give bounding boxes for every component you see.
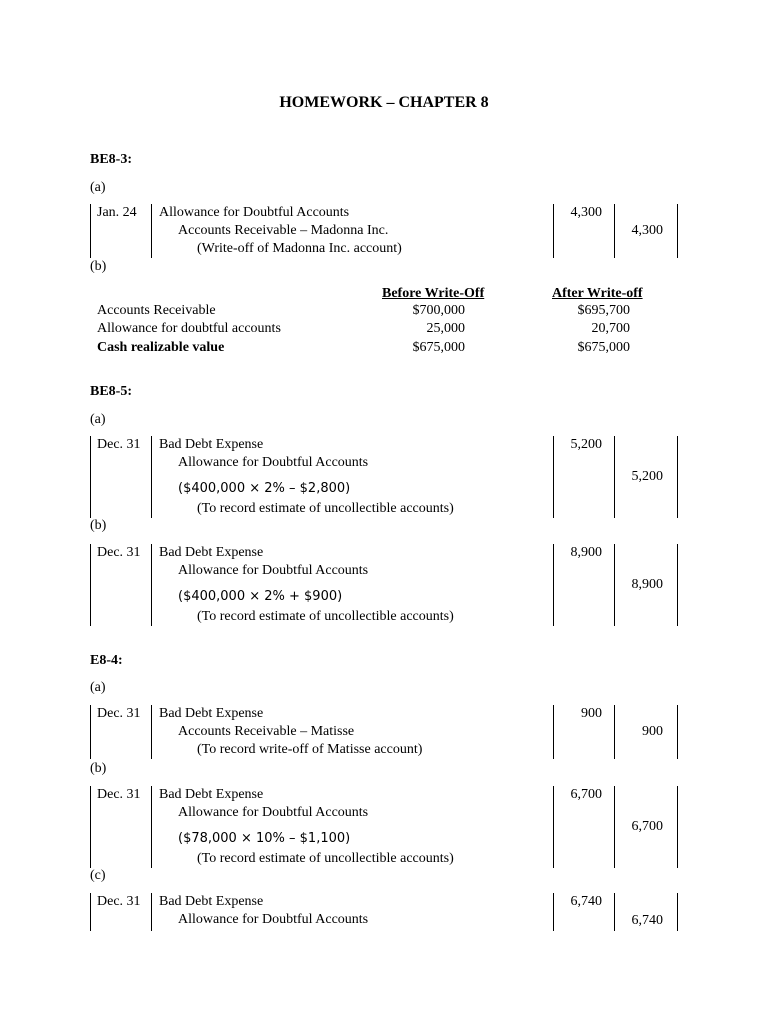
entry-date: Dec. 31 (97, 894, 141, 909)
part-label: (a) (90, 412, 106, 427)
entry-explanation: (To record estimate of uncollectible accounts) (197, 609, 454, 624)
table-row-label: Allowance for doubtful accounts (97, 321, 281, 336)
column-rule (90, 204, 91, 258)
journal-entry-be8-3-a (90, 204, 678, 258)
table-cell-before: 25,000 (426, 321, 465, 336)
column-rule (151, 544, 152, 626)
debit-account: Bad Debt Expense (159, 894, 264, 909)
debit-amount: 5,200 (570, 437, 602, 452)
table-cell-after: 20,700 (591, 321, 630, 336)
debit-amount: 8,900 (570, 545, 602, 560)
entry-date: Dec. 31 (97, 706, 141, 721)
part-label: (a) (90, 680, 106, 695)
table-cell-after: $675,000 (577, 340, 630, 355)
table-cell-after: $695,700 (577, 303, 630, 318)
page-title: HOMEWORK – CHAPTER 8 (279, 94, 489, 111)
column-rule (90, 893, 91, 931)
column-rule (90, 544, 91, 626)
entry-date: Jan. 24 (97, 205, 137, 220)
debit-amount: 6,740 (570, 894, 602, 909)
column-rule (677, 544, 678, 626)
part-label: (b) (90, 518, 107, 533)
debit-account: Bad Debt Expense (159, 787, 264, 802)
table-cell-before: $700,000 (412, 303, 465, 318)
debit-account: Bad Debt Expense (159, 437, 264, 452)
credit-account: Allowance for Doubtful Accounts (178, 563, 369, 578)
credit-amount: 8,900 (631, 577, 663, 592)
debit-amount: 4,300 (570, 205, 602, 220)
column-rule (677, 705, 678, 759)
credit-amount: 6,740 (631, 913, 663, 928)
debit-account: Bad Debt Expense (159, 706, 264, 721)
column-rule (151, 705, 152, 759)
journal-entry-e8-4-a (90, 705, 678, 759)
entry-explanation: (To record estimate of uncollectible accounts) (197, 501, 454, 516)
part-label: (b) (90, 259, 107, 274)
column-rule (677, 786, 678, 868)
calculation-formula: ($400,000 × 2% + $900) (178, 589, 343, 604)
journal-entry-e8-4-c (90, 893, 678, 931)
part-label: (a) (90, 180, 106, 195)
credit-amount: 6,700 (631, 819, 663, 834)
column-rule (677, 436, 678, 518)
column-header-before: Before Write-Off (382, 286, 485, 301)
entry-date: Dec. 31 (97, 545, 141, 560)
part-label: (c) (90, 868, 106, 883)
debit-amount: 900 (581, 706, 602, 721)
calculation-formula: ($400,000 × 2% – $2,800) (178, 481, 351, 496)
credit-account: Accounts Receivable – Madonna Inc. (178, 223, 389, 238)
section-heading-be8-3: BE8-3: (90, 152, 132, 167)
table-row-label: Cash realizable value (97, 340, 225, 355)
column-rule (90, 436, 91, 518)
credit-account: Accounts Receivable – Matisse (178, 724, 355, 739)
table-row-label: Accounts Receivable (97, 303, 216, 318)
section-heading-be8-5: BE8-5: (90, 384, 132, 399)
debit-account: Allowance for Doubtful Accounts (159, 205, 350, 220)
column-rule (90, 786, 91, 868)
column-rule (677, 204, 678, 258)
credit-amount: 5,200 (631, 469, 663, 484)
entry-explanation: (To record write-off of Matisse account) (197, 742, 423, 757)
debit-amount: 6,700 (570, 787, 602, 802)
column-rule (677, 893, 678, 931)
credit-amount: 900 (642, 724, 663, 739)
table-cell-before: $675,000 (412, 340, 465, 355)
journal-entry-be8-5-b (90, 544, 678, 626)
column-rule (151, 893, 152, 931)
part-label: (b) (90, 761, 107, 776)
entry-explanation: (To record estimate of uncollectible accounts) (197, 851, 454, 866)
entry-date: Dec. 31 (97, 437, 141, 452)
column-rule (151, 786, 152, 868)
entry-date: Dec. 31 (97, 787, 141, 802)
credit-account: Allowance for Doubtful Accounts (178, 455, 369, 470)
section-heading-e8-4: E8-4: (90, 653, 123, 668)
column-header-after: After Write-off (552, 286, 643, 301)
calculation-formula: ($78,000 × 10% – $1,100) (178, 831, 351, 846)
credit-account: Allowance for Doubtful Accounts (178, 805, 369, 820)
column-rule (151, 436, 152, 518)
column-rule (151, 204, 152, 258)
entry-explanation: (Write-off of Madonna Inc. account) (197, 241, 402, 256)
journal-entry-e8-4-b (90, 786, 678, 868)
column-rule (90, 705, 91, 759)
debit-account: Bad Debt Expense (159, 545, 264, 560)
credit-amount: 4,300 (631, 223, 663, 238)
credit-account: Allowance for Doubtful Accounts (178, 912, 369, 927)
journal-entry-be8-5-a (90, 436, 678, 518)
